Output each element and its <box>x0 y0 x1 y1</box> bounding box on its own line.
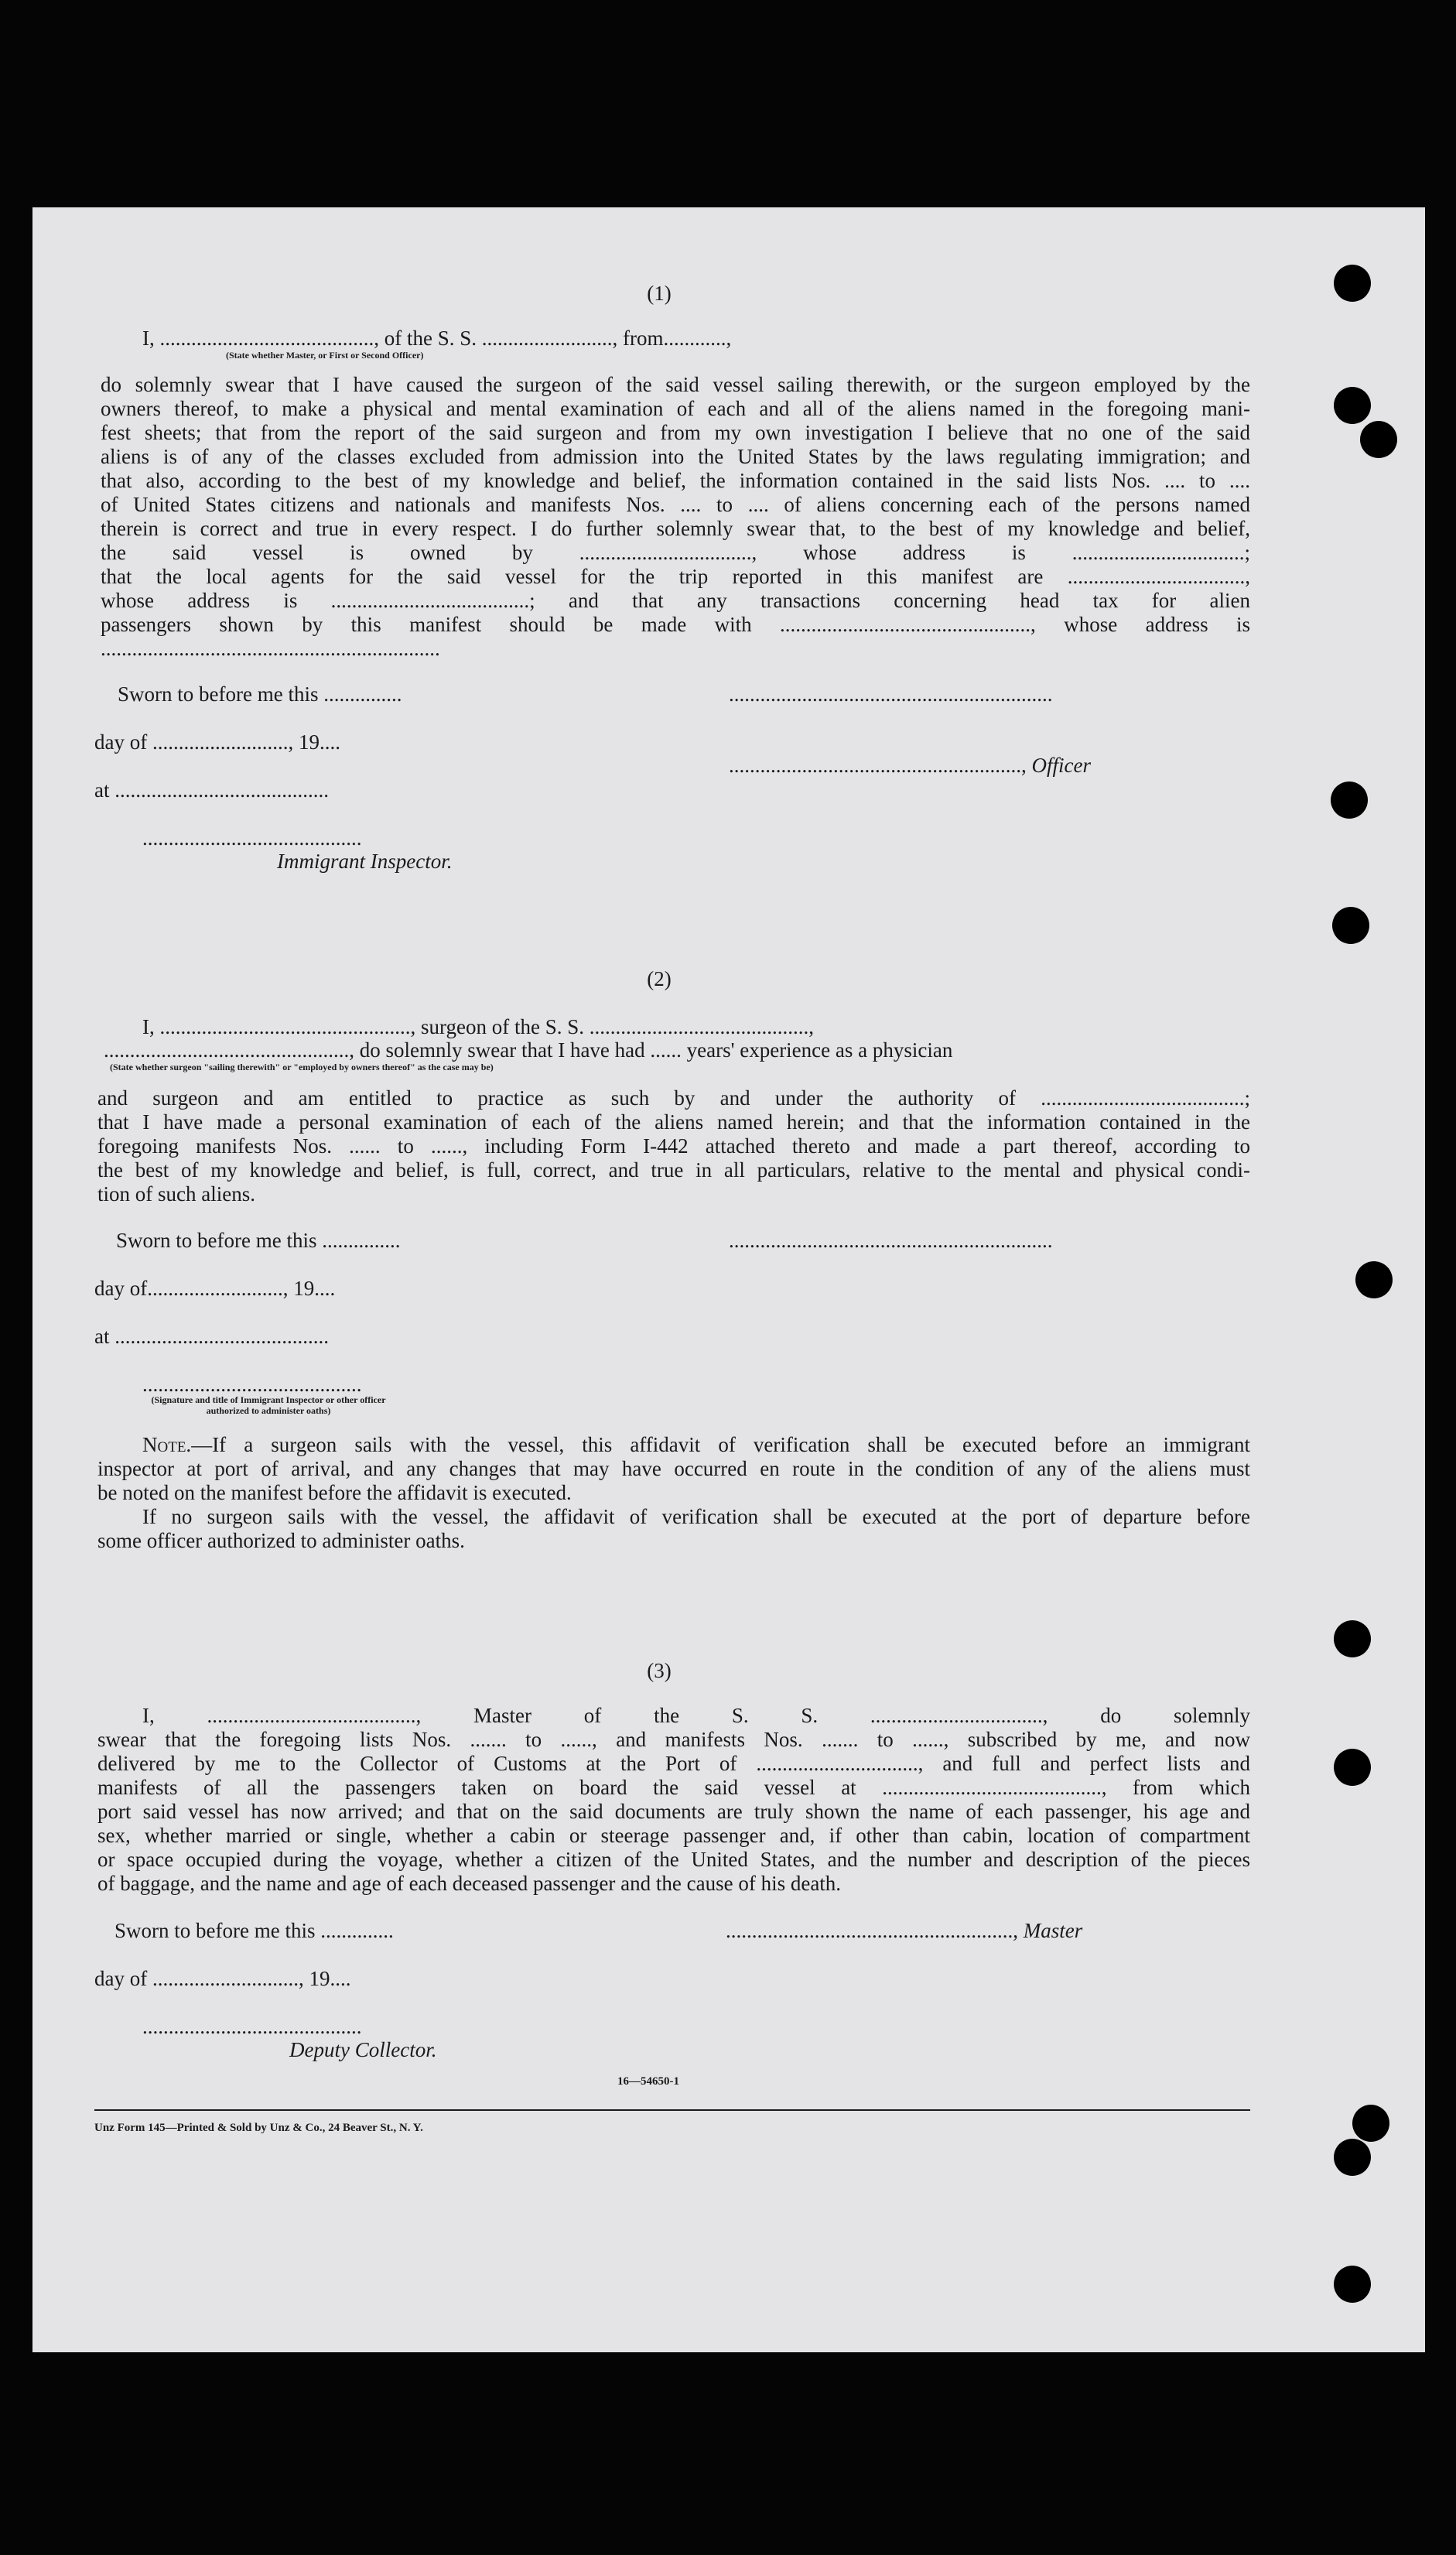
punch-hole <box>1334 387 1371 424</box>
section-2-body: and surgeon and am entitled to practice as such by and under the authority of .......................................; that I have made a personal examination of each of the aliens named herein; and that the information contained in the foregoing manifests Nos. ...... to ......, including Form I-442 attached thereto and made a part thereof, according to the best of my knowledge and belief, is full, correct, and true in all particulars, relative to the mental and physical condi- tion of such aliens. <box>97 1086 1250 1206</box>
section-1-inspector-sig-dots: .......................................... <box>142 826 362 850</box>
punch-hole <box>1355 1261 1393 1298</box>
section-2-inspector-sig-dots: .......................................... <box>142 1373 362 1396</box>
punch-hole <box>1332 907 1369 944</box>
section-2-role-note: (State whether surgeon "sailing therewith" or "employed by owners thereof" as the case may be) <box>110 1062 494 1072</box>
section-1-number: (1) <box>647 282 672 305</box>
section-3-body: I, ........................................, Master of the S. S. ................................., do solemnly swear that the foregoing lists Nos. ....... to ......, and manifests Nos. ....... to ......, subscribed by me, and now delivered by me to the Collector of Customs at the Port of ..............................., and full and perfect lists and manifests of all the passengers taken on board the said vessel at .........................................., from which port said vessel has now arrived; and that on the said documents are truly shown the name of each passenger, his age and sex, whether married or single, whether a cabin or steerage passenger and, if other than cabin, location of compartment or space occupied during the voyage, whether a citizen of the United States, and the number and description of the pieces of baggage, and the name and age of each deceased passenger and the cause of his death. <box>97 1704 1250 1895</box>
punch-hole <box>1334 1620 1371 1657</box>
section-1-role-note: (State whether Master, or First or Second Officer) <box>226 350 424 361</box>
punch-hole <box>1331 782 1368 819</box>
section-1-officer-line: ........................................................, Officer <box>729 754 1091 777</box>
section-3-sworn-line: Sworn to before me this .............. <box>114 1919 394 1942</box>
section-3-collector-title: Deputy Collector. <box>289 2038 437 2061</box>
section-2-note: Note.—If a surgeon sails with the vessel, this affidavit of verification shall be executed before an immigrant inspector at port of arrival, and any changes that may have occurred en route in the condition of any of the aliens must be noted on the manifest before the affidavit is executed. If no surgeon sails with the vessel, the affidavit of verification shall be executed at the port of departure before some officer authorized to administer oaths. <box>97 1433 1250 1552</box>
form-code: 16—54650-1 <box>617 2075 679 2088</box>
section-2-at-line: at ......................................... <box>94 1325 329 1348</box>
section-2-day-line: day of.........................., 19.... <box>94 1277 336 1300</box>
section-3-number: (3) <box>647 1659 672 1682</box>
section-1-body: do solemnly swear that I have caused the surgeon of the said vessel sailing therewith, or the surgeon employed by the owners thereof, to make a physical and mental examination of each and all of the aliens named in the foregoing mani- fest sheets; that from the report of the said surgeon and from my own investigation I believe that no one of the said aliens is of any of the classes excluded from admission into the United States by the laws regulating immigration; and that also, according to the best of my knowledge and belief, the information contained in the said lists Nos. .... to .... of United States citizens and nationals and manifests Nos. .... to .... of aliens concerning each of the persons named therein is correct and true in every respect. I do further solemnly swear that, to the best of my knowledge and belief, the said vessel is owned by ................................., whose address is .................................; that the local agents for the said vessel for the trip reported in this manifest are .................................., whose address is ......................................; and that any transactions concerning head tax for alien passengers shown by this manifest should be made with ................................................, whose address is ................................................................. <box>101 373 1250 660</box>
punch-hole <box>1334 1749 1371 1786</box>
punch-hole <box>1334 265 1371 302</box>
section-2-sworn-line: Sworn to before me this ............... <box>116 1229 401 1252</box>
section-2-number: (2) <box>647 967 672 990</box>
punch-hole <box>1352 2105 1389 2142</box>
section-1-opening-line: I, ........................................., of the S. S. ........................., from............, <box>142 327 732 350</box>
punch-hole <box>1334 2139 1371 2176</box>
section-3-master-line: ......................................................., Master <box>726 1919 1083 1942</box>
punch-hole <box>1360 421 1397 458</box>
section-3-day-line: day of ............................, 19.... <box>94 1967 351 1990</box>
punch-hole <box>1334 2266 1371 2303</box>
section-2-second-line: ..............................................., do solemnly swear that I have had ...... years' experience as a physician <box>104 1038 953 1062</box>
section-1-officer-sig-dots: .............................................................. <box>729 682 1053 706</box>
section-2-right-sig-dots: .............................................................. <box>729 1229 1053 1252</box>
section-2-signature-note: (Signature and title of Immigrant Inspector or other officer authorized to administer oaths) <box>151 1394 386 1416</box>
section-1-inspector-title: Immigrant Inspector. <box>277 850 453 873</box>
section-1-day-line: day of .........................., 19.... <box>94 730 340 754</box>
section-1-sworn-line: Sworn to before me this ............... <box>118 682 402 706</box>
form-page <box>32 207 1425 2352</box>
printer-footer: Unz Form 145—Printed & Sold by Unz & Co., 24 Beaver St., N. Y. <box>94 2122 423 2134</box>
section-3-collector-sig-dots: .......................................... <box>142 2015 362 2038</box>
footer-rule <box>94 2109 1250 2111</box>
section-2-opening-line: I, ................................................, surgeon of the S. S. .........................................., <box>142 1015 814 1038</box>
section-1-at-line: at ......................................... <box>94 778 329 802</box>
